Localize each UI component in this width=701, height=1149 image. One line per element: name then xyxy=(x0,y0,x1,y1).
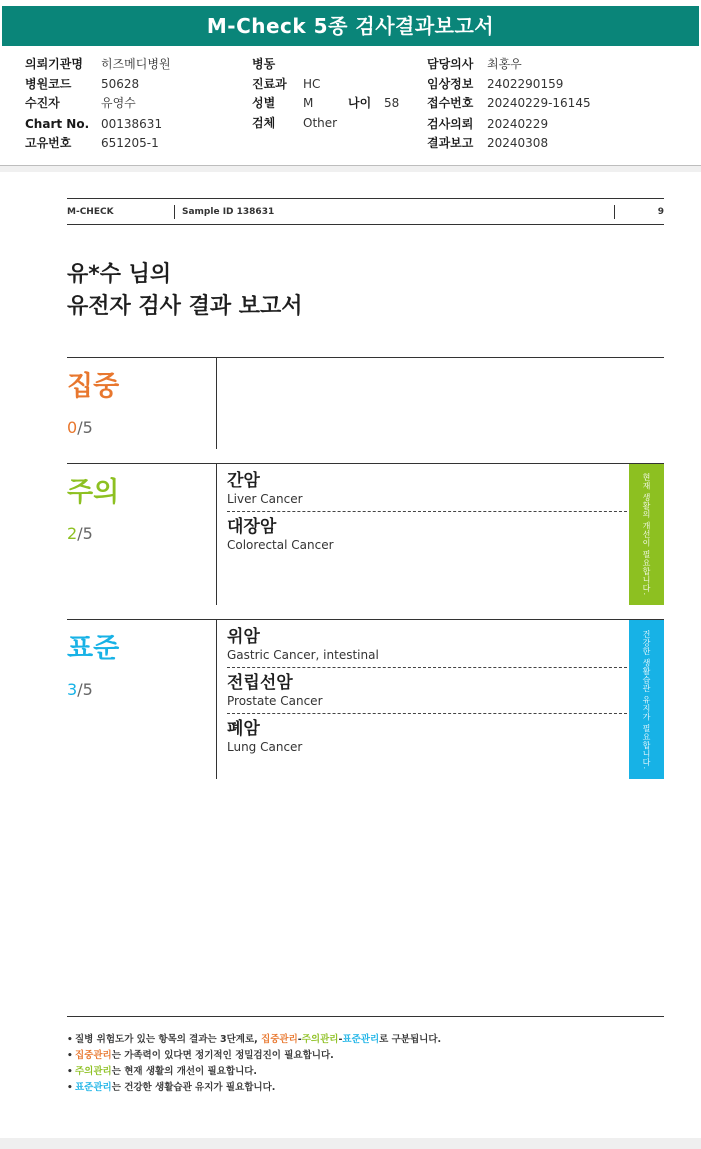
section-item-list xyxy=(227,466,627,558)
list-item xyxy=(227,466,627,512)
info-value: 20240308 xyxy=(487,136,549,150)
info-label: 병원코드 xyxy=(25,76,72,91)
info-row-ward xyxy=(252,55,422,75)
note-text: 로 구분됩니다. xyxy=(379,1034,442,1045)
info-label: 고유번호 xyxy=(25,136,72,150)
list-item xyxy=(227,622,627,668)
list-item xyxy=(227,512,627,558)
note-standard-term: 표준관리 xyxy=(75,1082,112,1093)
list-item xyxy=(227,714,627,760)
section-standard xyxy=(67,619,664,779)
section-count-total: /5 xyxy=(77,524,93,543)
section-title: 표준 xyxy=(67,633,120,664)
info-value: HC xyxy=(303,76,321,91)
info-row-unique-no xyxy=(25,134,245,154)
sample-id: Sample ID 138631 xyxy=(174,205,274,219)
section-title: 주의 xyxy=(67,477,120,508)
note-text: 는 건강한 생활습관 유지가 필요합니다. xyxy=(111,1082,276,1093)
info-label-age: 나이 xyxy=(348,96,372,110)
section-count-value: 2 xyxy=(67,524,78,543)
info-label: 성별 xyxy=(252,96,276,110)
item-name-ko: 전립선암 xyxy=(227,673,293,693)
footer-notes xyxy=(67,1016,664,1096)
info-value: 유영수 xyxy=(101,96,136,110)
info-label: 임상정보 xyxy=(427,76,474,91)
item-name-ko: 대장암 xyxy=(227,517,277,537)
info-column-3 xyxy=(427,55,687,154)
footer-note-3 xyxy=(67,1064,664,1080)
note-caution-term: 주의관리 xyxy=(75,1066,112,1077)
info-value: 00138631 xyxy=(101,116,163,131)
section-header xyxy=(67,620,217,779)
info-label: 진료과 xyxy=(252,76,287,91)
info-row-receipt-no xyxy=(427,94,687,114)
item-name-ko: 간암 xyxy=(227,471,260,491)
note-focus-term: 집중관리 xyxy=(75,1050,112,1061)
section-side-tab: 건강한 생활습관 유지가 필요합니다. xyxy=(629,620,664,779)
info-value: 2402290159 xyxy=(487,76,564,91)
item-name-en: Gastric Cancer, intestinal xyxy=(227,648,379,662)
footer-note-1 xyxy=(67,1032,664,1048)
info-label: 결과보고 xyxy=(427,136,474,150)
section-count-value: 3 xyxy=(67,680,78,699)
info-value: 최홍우 xyxy=(487,57,522,71)
report-heading xyxy=(67,259,303,323)
info-value: 히즈메디병원 xyxy=(101,57,171,71)
footer-note-4 xyxy=(67,1080,664,1096)
item-name-en: Liver Cancer xyxy=(227,492,303,506)
info-row-report-date xyxy=(427,134,687,154)
section-focus xyxy=(67,357,664,449)
brand-label: M-CHECK xyxy=(67,207,114,217)
item-name-en: Colorectal Cancer xyxy=(227,538,334,552)
info-row-chart-no xyxy=(25,115,245,135)
section-title: 집중 xyxy=(67,371,120,402)
info-value-age: 58 xyxy=(384,96,400,110)
section-count xyxy=(67,418,93,437)
note-text: - xyxy=(338,1034,343,1045)
note-text: 질병 위험도가 있는 항목의 결과는 3단계로, xyxy=(75,1034,262,1045)
info-label: 접수번호 xyxy=(427,96,474,110)
info-column-1 xyxy=(25,55,245,154)
info-row-department xyxy=(252,75,422,95)
page-bottom-band xyxy=(0,1138,701,1149)
note-text: 는 현재 생활의 개선이 필요합니다. xyxy=(111,1066,258,1077)
patient-info-panel xyxy=(0,46,701,166)
item-name-en: Lung Cancer xyxy=(227,740,303,754)
footer-note-2 xyxy=(67,1048,664,1064)
page-header xyxy=(67,198,664,225)
info-value: 50628 xyxy=(101,76,140,91)
note-text: 는 가족력이 있다면 정기적인 정밀검진이 필요합니다. xyxy=(111,1050,334,1061)
info-value: 20240229-16145 xyxy=(487,96,591,110)
info-label: Chart No. xyxy=(25,116,90,131)
section-count xyxy=(67,524,93,543)
info-value: 651205-1 xyxy=(101,136,159,150)
section-caution xyxy=(67,463,664,605)
section-count-total: /5 xyxy=(77,680,93,699)
info-value: Other xyxy=(303,115,338,130)
section-item-list xyxy=(227,622,627,760)
section-header xyxy=(67,358,217,449)
info-label: 담당의사 xyxy=(427,57,474,71)
note-standard-term: 표준관리 xyxy=(342,1034,380,1045)
item-name-en: Prostate Cancer xyxy=(227,694,323,708)
note-focus-term: 집중관리 xyxy=(261,1034,298,1045)
info-row-institution xyxy=(25,55,245,75)
info-label: 의뢰기관명 xyxy=(25,57,83,71)
section-header xyxy=(67,464,217,605)
note-text: - xyxy=(297,1034,302,1045)
section-count-total: /5 xyxy=(77,418,93,437)
info-row-specimen xyxy=(252,114,422,134)
note-caution-term: 주의관리 xyxy=(301,1034,339,1045)
item-name-ko: 폐암 xyxy=(227,719,260,739)
info-row-clinical-info xyxy=(427,75,687,95)
info-row-request-date xyxy=(427,115,687,135)
info-label: 수진자 xyxy=(25,96,60,110)
list-item xyxy=(227,668,627,714)
report-title-bar: M-Check 5종 검사결과보고서 xyxy=(2,6,699,46)
info-row-doctor xyxy=(427,55,687,75)
info-label: 검사의뢰 xyxy=(427,116,474,131)
section-side-tab: 현재 생활의 개선이 필요합니다. xyxy=(629,464,664,605)
page-separator xyxy=(0,166,701,172)
info-row-sex-age xyxy=(252,94,422,114)
report-heading-line2: 유전자 검사 결과 보고서 xyxy=(67,294,303,319)
info-row-patient xyxy=(25,94,245,114)
info-label: 병동 xyxy=(252,57,276,71)
section-count-value: 0 xyxy=(67,418,78,437)
page-number: 9 xyxy=(614,205,664,219)
info-column-2 xyxy=(252,55,422,133)
report-heading-line1: 유*수 님의 xyxy=(67,262,172,287)
item-name-ko: 위암 xyxy=(227,627,260,647)
info-label: 검체 xyxy=(252,115,276,130)
info-row-hospital-code xyxy=(25,75,245,95)
section-count xyxy=(67,680,93,699)
info-value: 20240229 xyxy=(487,116,549,131)
info-value: M xyxy=(303,96,314,110)
